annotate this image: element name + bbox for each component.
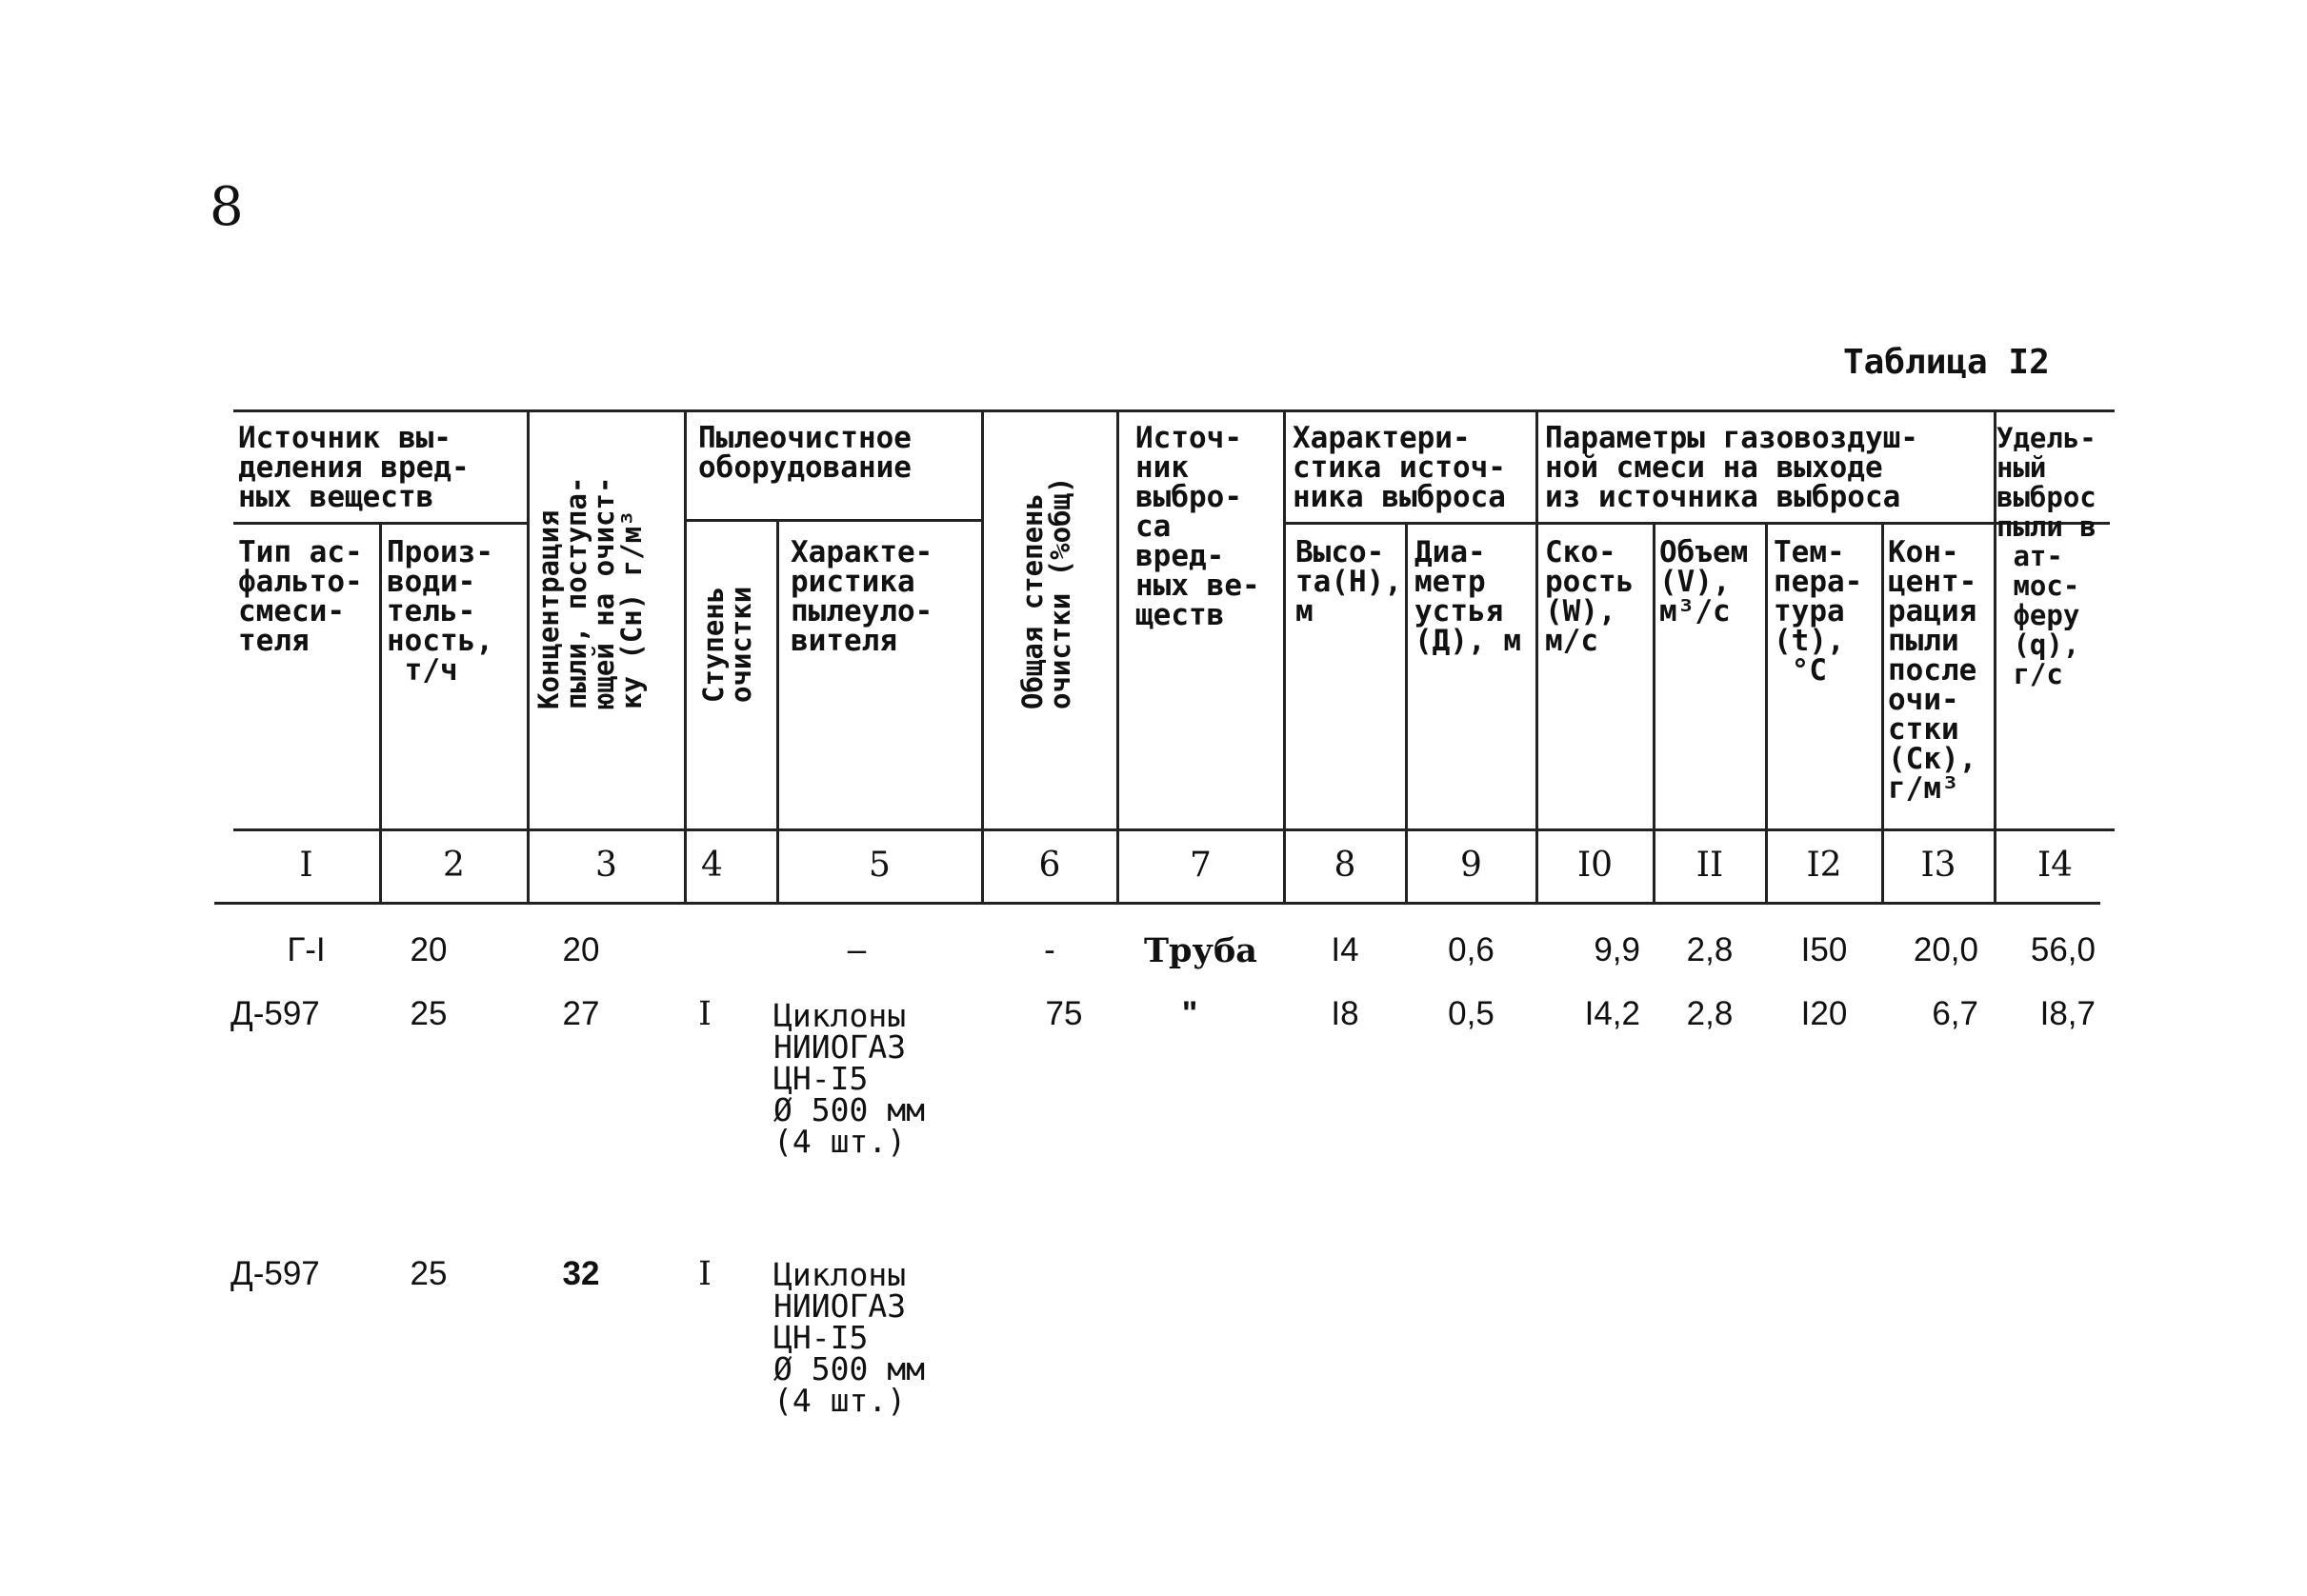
column-number: I3 — [1920, 846, 1956, 885]
cell-source: " — [1181, 995, 1198, 1032]
cell-height: I4 — [1331, 931, 1359, 968]
table-top-rule — [233, 409, 2115, 412]
cell-volume: 2,8 — [1686, 931, 1734, 968]
cell-collector: Циклоны НИИОГАЗ ЦН-I5 Ø 500 мм (4 шт.) — [773, 1256, 925, 1419]
header-group-dust: Пылеочистное оборудование — [698, 421, 912, 485]
column-number: I4 — [2036, 846, 2074, 885]
cell-conc-in: 27 — [562, 995, 600, 1032]
cell-temp: I50 — [1800, 931, 1848, 968]
column-number: 3 — [595, 846, 617, 885]
header-col-1: Тип ас- фальто- смеси- теля — [238, 535, 363, 658]
header-col-14: Удель- ный выброс пыли в ат- мос- феру (q), г/с — [1996, 422, 2096, 690]
header-col-12: Тем- пера- тура (t), °С — [1774, 535, 1863, 688]
group-rule-dust — [686, 519, 981, 522]
header-col-9: Диа- метр устья (Д), м — [1414, 535, 1521, 658]
header-col-8: Высо- та(Н), м — [1295, 535, 1402, 628]
page-number: 8 — [210, 176, 244, 238]
table-caption: Таблица I2 — [1843, 343, 2050, 382]
cell-type: Г-I — [287, 931, 326, 968]
cell-speed: 9,9 — [1594, 931, 1640, 968]
cell-stage: I — [698, 1255, 712, 1293]
column-number: 8 — [1334, 846, 1356, 885]
header-col-11: Объем (V), м³/с — [1659, 535, 1749, 628]
header-col-4: Ступень очистки — [697, 586, 757, 703]
header-group-source: Источник вы- деления вред- ных веществ — [238, 421, 470, 514]
cell-collector: – — [847, 931, 867, 968]
column-number: I2 — [1806, 846, 1842, 885]
cell-type: Д-597 — [231, 1255, 320, 1292]
col-divider — [1535, 409, 1538, 903]
header-group-char: Характери- стика источ- ника выброса — [1293, 421, 1506, 514]
col-divider — [527, 409, 530, 903]
cell-capacity: 25 — [410, 995, 448, 1032]
col-divider — [684, 409, 687, 903]
header-group-params: Параметры газовоздуш- ной смеси на выходе из источника выброса — [1545, 421, 1918, 514]
cell-height: I8 — [1331, 995, 1359, 1032]
column-number: 9 — [1460, 846, 1482, 885]
group-rule-params — [1286, 522, 2110, 525]
column-number: 2 — [443, 846, 465, 885]
col-divider — [1116, 409, 1119, 903]
col-divider — [1283, 409, 1286, 903]
header-col-6: Общая степень очистки (%общ) — [1016, 476, 1076, 709]
cell-stage: I — [698, 995, 712, 1033]
header-col-3: Концентрация пыли, поступа- ющей на очист- ку (Cн) г/м³ — [532, 476, 648, 709]
cell-conc-in: 32 — [562, 1255, 600, 1292]
header-col-7: Источ- ник выбро- са вред- ных ве- ществ — [1135, 421, 1260, 632]
cell-source: Труба — [1144, 931, 1257, 970]
header-col-13: Кон- цент- рация пыли после очи- стки (Ск), г/м³ — [1888, 535, 1977, 806]
header-col-5: Характе- ристика пылеуло- вителя — [791, 535, 933, 658]
column-number: II — [1695, 846, 1724, 885]
cell-conc-out: 6,7 — [1932, 995, 1978, 1032]
column-number: 7 — [1190, 846, 1212, 885]
numbers-bottom-rule — [214, 902, 2100, 905]
cell-efficiency: 75 — [1045, 995, 1083, 1032]
cell-temp: I20 — [1800, 995, 1848, 1032]
column-number: I0 — [1576, 846, 1614, 885]
col-divider — [981, 409, 984, 903]
cell-diameter: 0,6 — [1448, 931, 1495, 968]
cell-capacity: 20 — [410, 931, 448, 968]
column-number: 5 — [869, 846, 891, 885]
cell-volume: 2,8 — [1686, 995, 1734, 1032]
cell-diameter: 0,5 — [1448, 995, 1495, 1032]
cell-capacity: 25 — [410, 1255, 448, 1292]
column-number: 6 — [1038, 846, 1061, 885]
cell-conc-out: 20,0 — [1913, 931, 1978, 968]
cell-collector: Циклоны НИИОГАЗ ЦН-I5 Ø 500 мм (4 шт.) — [773, 997, 925, 1160]
column-number: 4 — [701, 846, 723, 885]
cell-emission: 56,0 — [2030, 931, 2096, 968]
cell-emission: I8,7 — [2039, 995, 2096, 1032]
cell-speed: I4,2 — [1584, 995, 1640, 1032]
column-number: I — [299, 846, 313, 885]
cell-efficiency: - — [1044, 931, 1055, 968]
cell-type: Д-597 — [231, 995, 320, 1032]
cell-conc-in: 20 — [562, 931, 600, 968]
header-col-2: Произ- води- тель- ность, т/ч — [387, 535, 493, 688]
header-bottom-rule — [233, 828, 2115, 831]
header-col-10: Ско- рость (W), м/с — [1545, 535, 1635, 658]
